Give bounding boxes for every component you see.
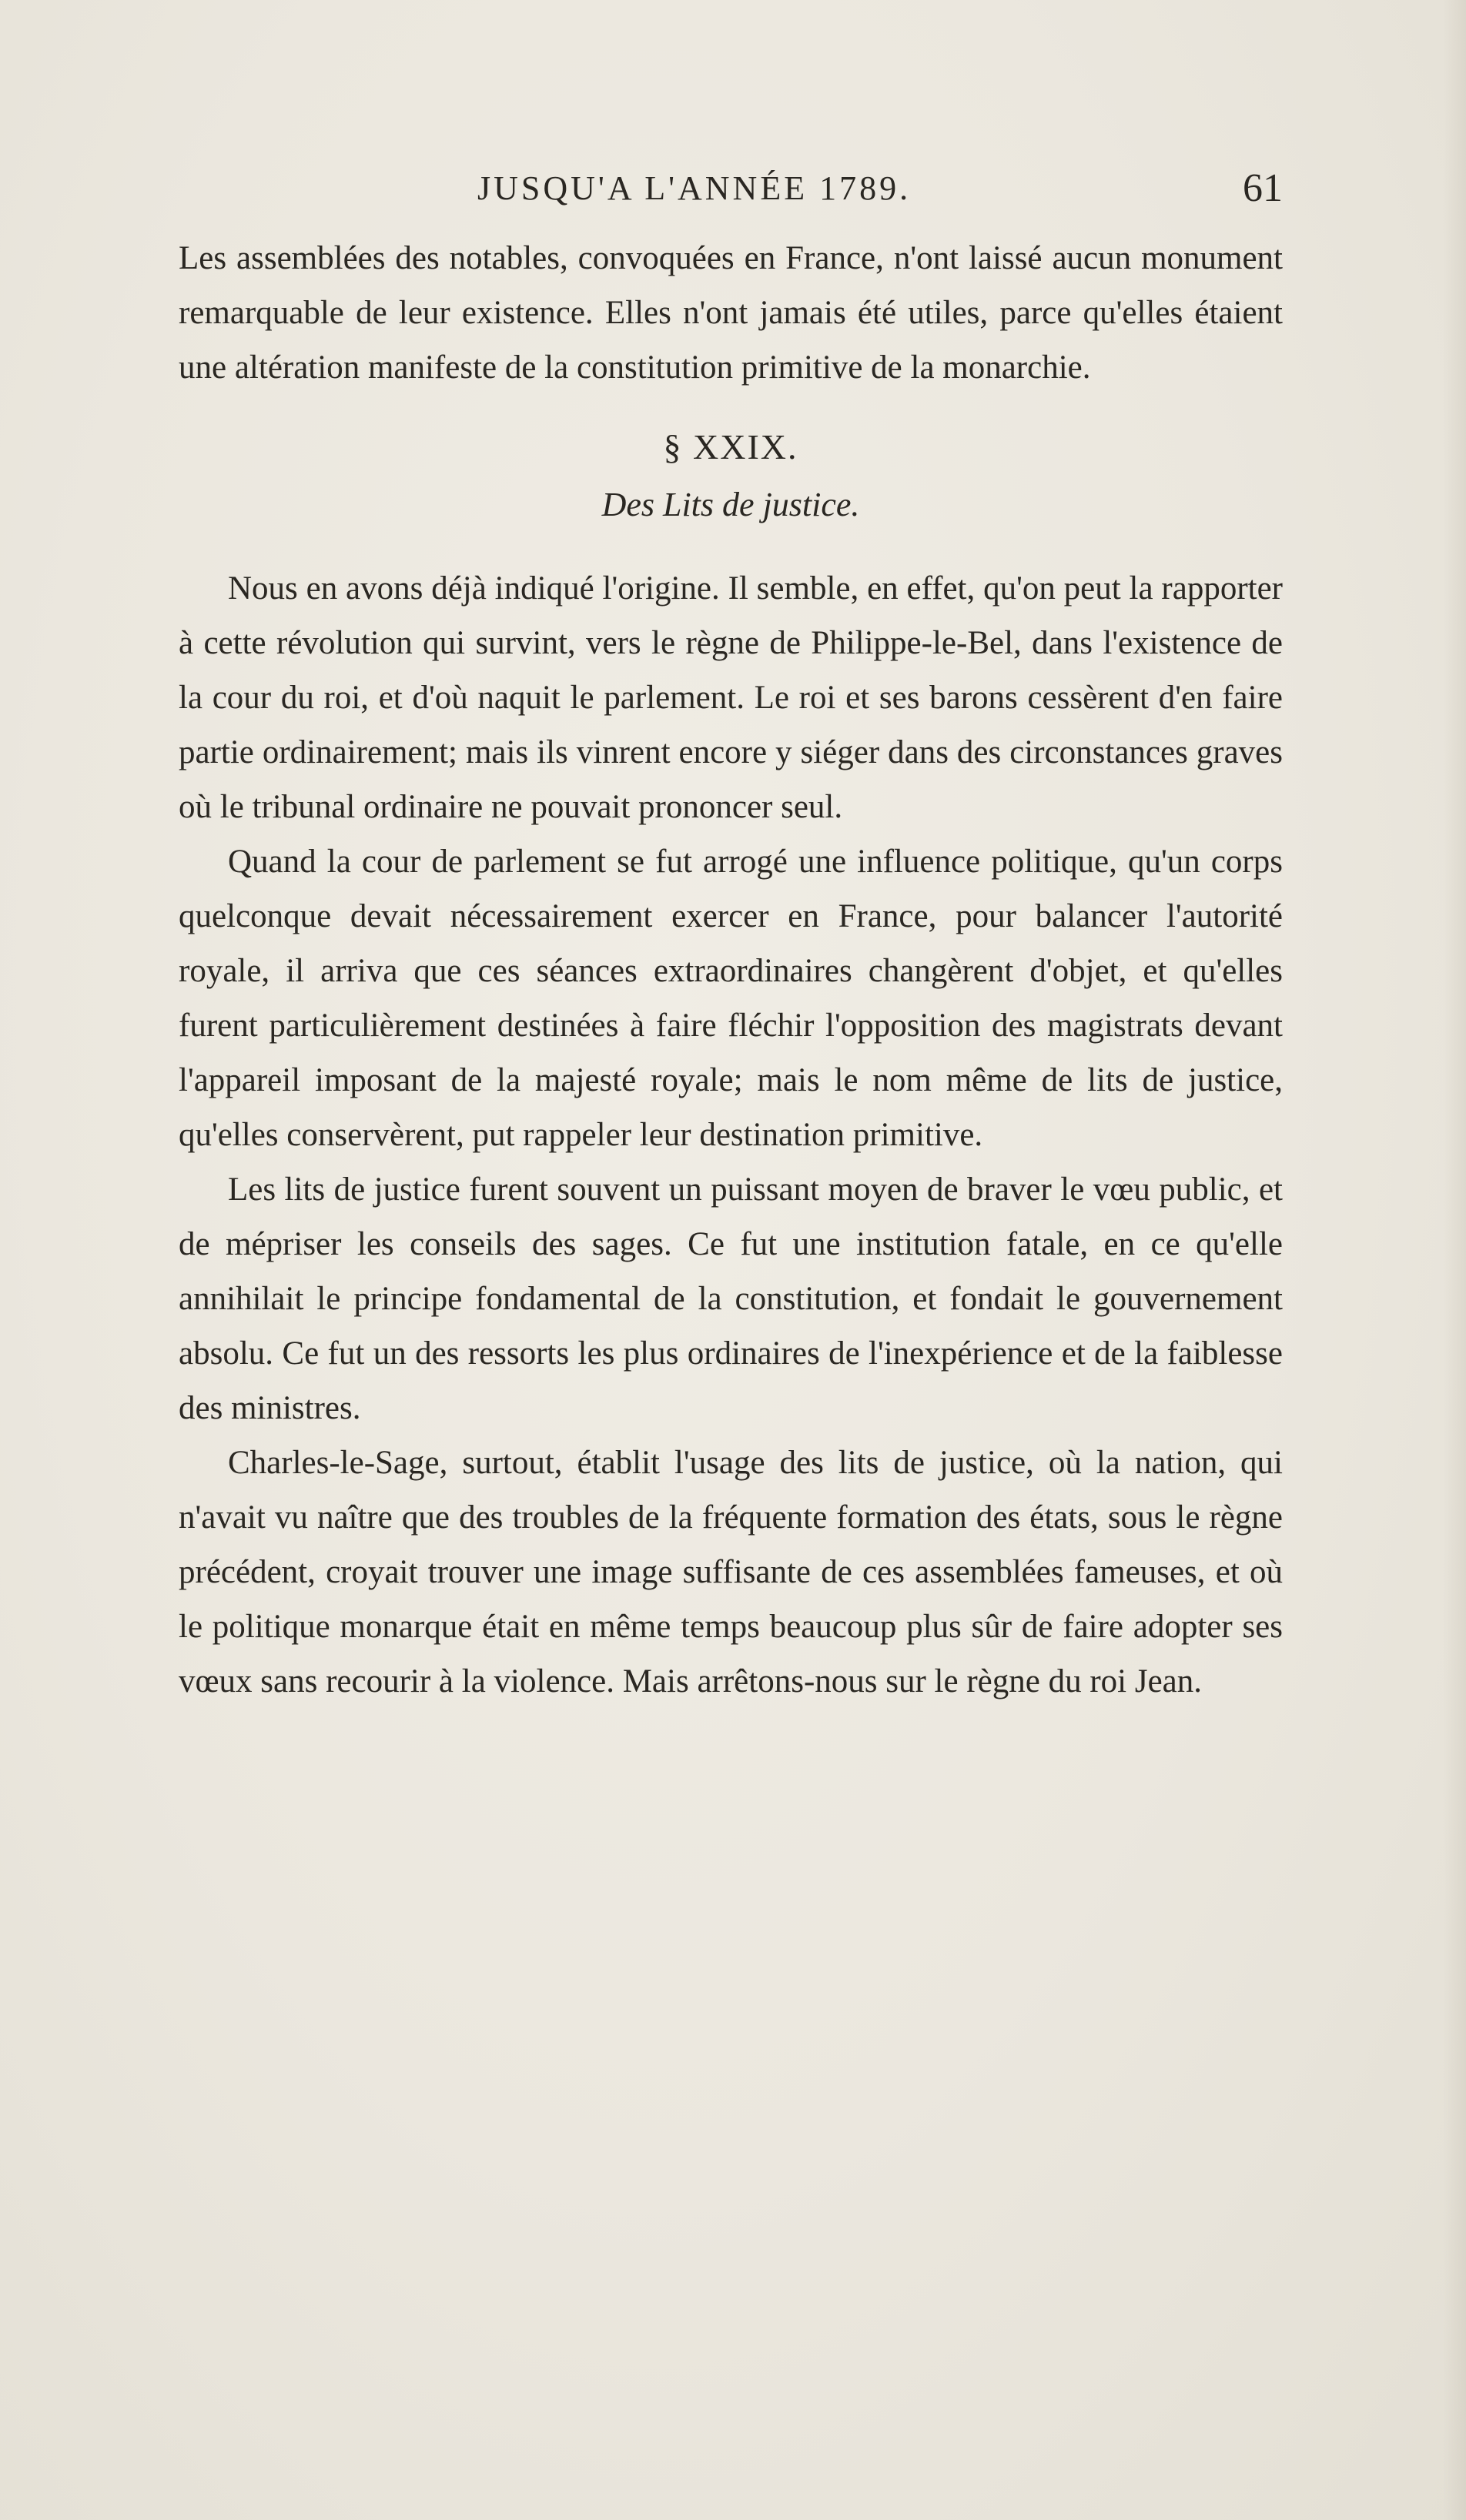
paragraph: Charles-le-Sage, surtout, établit l'usage des lits de justice, où la nation, qui n'avait vu naître que des troubles de la fréquente formation des états, sous le règne précédent, croyait trouver une image suffisante de ces assemblées fameuses, et où le politique monarque était en même temps beaucoup plus sûr de faire adopter ses vœux sans recourir à la violence. Mais arrêtons-nous sur le règne du roi Jean. bbox=[179, 1445, 1283, 1699]
page-edge-shadow bbox=[1443, 0, 1466, 2520]
running-head-title: JUSQU'A L'ANNÉE 1789. bbox=[477, 169, 912, 207]
paragraph: Quand la cour de parlement se fut arrogé une influence politique, qu'un corps quelconque devait nécessairement exercer en France, pour balancer l'autorité royale, il arriva que ces séances extraordinaires changèrent d'objet, et qu'elles furent particulièrement destinées à faire fléchir l'opposition des magistrats devant l'appareil imposant de la majesté royale; mais le nom même de lits de justice, qu'elles conservèrent, put rappeler leur destination primitive. bbox=[179, 844, 1283, 1153]
paragraph: Nous en avons déjà indiqué l'origine. Il semble, en effet, qu'on peut la rapporter à cette révolution qui survint, vers le règne de Philippe-le-Bel, dans l'existence de la cour du roi, et d'où naquit le parlement. Le roi et ses barons cessèrent d'en faire partie ordinairement; mais ils vinrent encore y siéger dans des circonstances graves où le tribunal ordinaire ne pouvait prononcer seul. bbox=[179, 570, 1283, 825]
section-title: Des Lits de justice. bbox=[601, 486, 860, 523]
text-block bbox=[179, 146, 1283, 1709]
paragraph: Les lits de justice furent souvent un puissant moyen de braver le vœu public, et de mépriser les conseils des sages. Ce fut une institution fatale, en ce qu'elle annihilait le principe fondamental de la constitution, et fondait le gouvernement absolu. Ce fut un des ressorts les plus ordinaires de l'inexpérience et de la faiblesse des ministres. bbox=[179, 1171, 1283, 1426]
page-number: 61 bbox=[1243, 166, 1283, 210]
intro-paragraph: Les assemblées des notables, convoquées en France, n'ont laissé aucun monument remarquable de leur existence. Elles n'ont jamais été utiles, parce qu'elles étaient une altération manifeste de la constitution primitive de la monarchie. bbox=[179, 240, 1283, 386]
running-head bbox=[179, 146, 1283, 231]
section-number: § XXIX. bbox=[663, 427, 798, 466]
